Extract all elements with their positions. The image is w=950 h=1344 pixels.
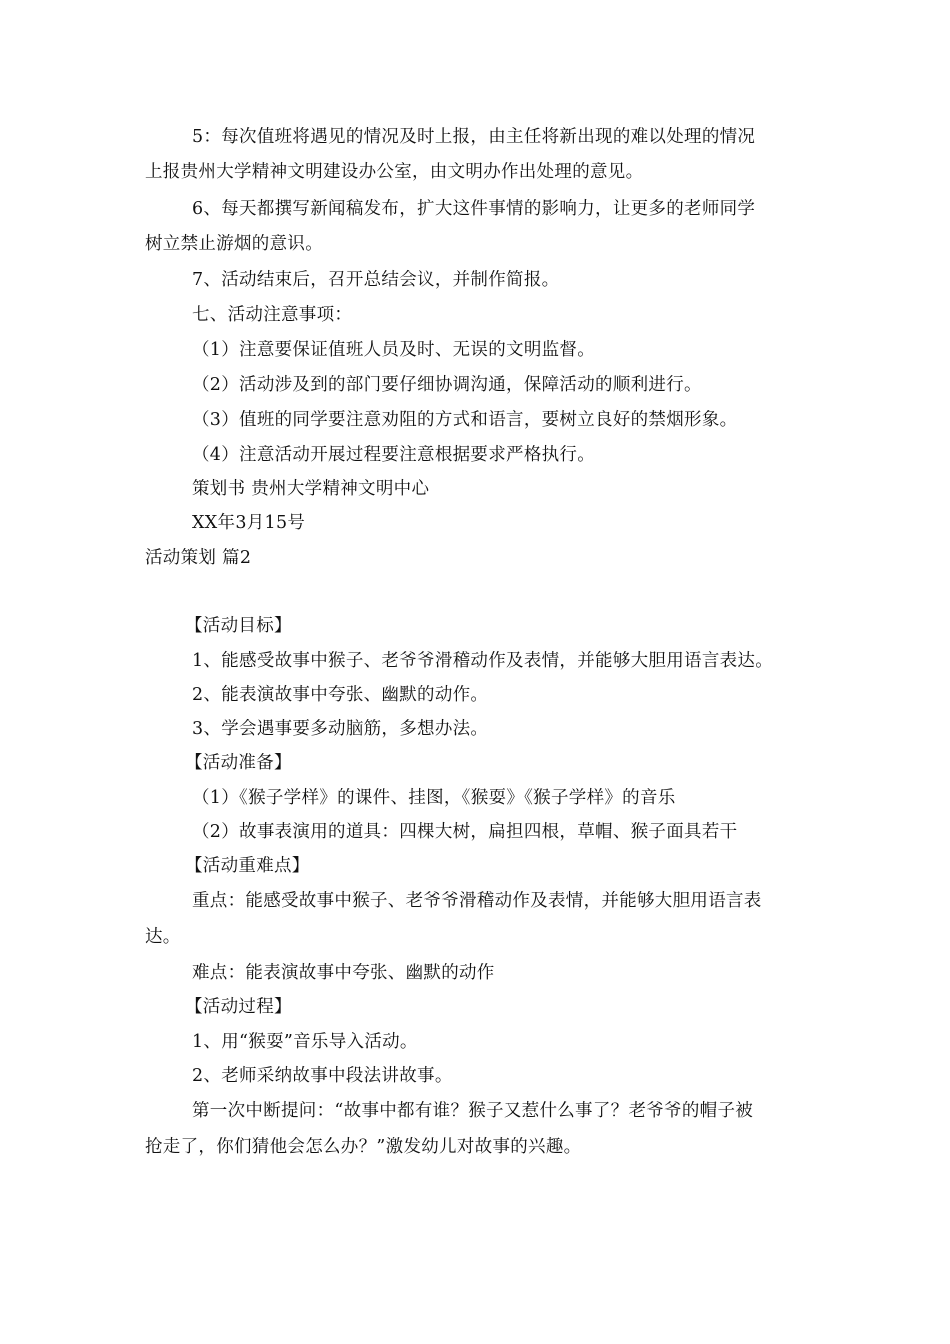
paragraph-line: 6、每天都撰写新闻稿发布，扩大这件事情的影响力，让更多的老师同学 [192,199,756,219]
paragraph-line: 树立禁止游烟的意识。 [145,234,323,254]
paragraph-line: （1）《猴子学样》的课件、挂图，《猴耍》《猴子学样》的音乐 [192,788,676,808]
paragraph-line: 2、老师采纳故事中段法讲故事。 [192,1066,453,1086]
paragraph-line: 重点：能感受故事中猴子、老爷爷滑稽动作及表情，并能够大胆用语言表 [192,891,762,911]
paragraph-line: （2）活动涉及到的部门要仔细协调沟通，保障活动的顺利进行。 [192,375,702,395]
date-line: XX年3月15号 [192,513,306,533]
paragraph-line: 3、学会遇事要多动脑筋，多想办法。 [192,719,489,739]
paragraph-line: （4）注意活动开展过程要注意根据要求严格执行。 [192,445,596,465]
paragraph-line: 2、能表演故事中夸张、幽默的动作。 [192,685,489,705]
paragraph-line: （1）注意要保证值班人员及时、无误的文明监督。 [192,340,596,360]
paragraph-line: 5：每次值班将遇见的情况及时上报，由主任将新出现的难以处理的情况 [192,127,756,147]
paragraph-line: 抢走了，你们猜他会怎么办？”激发幼儿对故事的兴趣。 [145,1137,582,1157]
section-heading: 【活动目标】 [185,616,292,636]
section-heading: 七、活动注意事项： [192,305,353,325]
paragraph-line: （2）故事表演用的道具：四棵大树，扁担四根，草帽、猴子面具若干 [192,822,738,842]
paragraph-line: 1、用“猴耍”音乐导入活动。 [192,1032,418,1052]
section-heading: 【活动过程】 [185,997,292,1017]
paragraph-line: 7、活动结束后，召开总结会议，并制作简报。 [192,270,560,290]
signature-line: 策划书 贵州大学精神文明中心 [192,479,430,499]
section-title: 活动策划 篇2 [145,548,252,568]
section-heading: 【活动重难点】 [185,856,310,876]
section-heading: 【活动准备】 [185,753,292,773]
paragraph-line: 难点：能表演故事中夸张、幽默的动作 [192,963,495,983]
paragraph-line: 上报贵州大学精神文明建设办公室，由文明办作出处理的意见。 [145,162,644,182]
paragraph-line: （3）值班的同学要注意劝阻的方式和语言，要树立良好的禁烟形象。 [192,410,738,430]
paragraph-line: 达。 [145,927,181,947]
paragraph-line: 1、能感受故事中猴子、老爷爷滑稽动作及表情，并能够大胆用语言表达。 [192,651,774,671]
paragraph-line: 第一次中断提问：“故事中都有谁？猴子又惹什么事了？老爷爷的帽子被 [192,1101,754,1121]
